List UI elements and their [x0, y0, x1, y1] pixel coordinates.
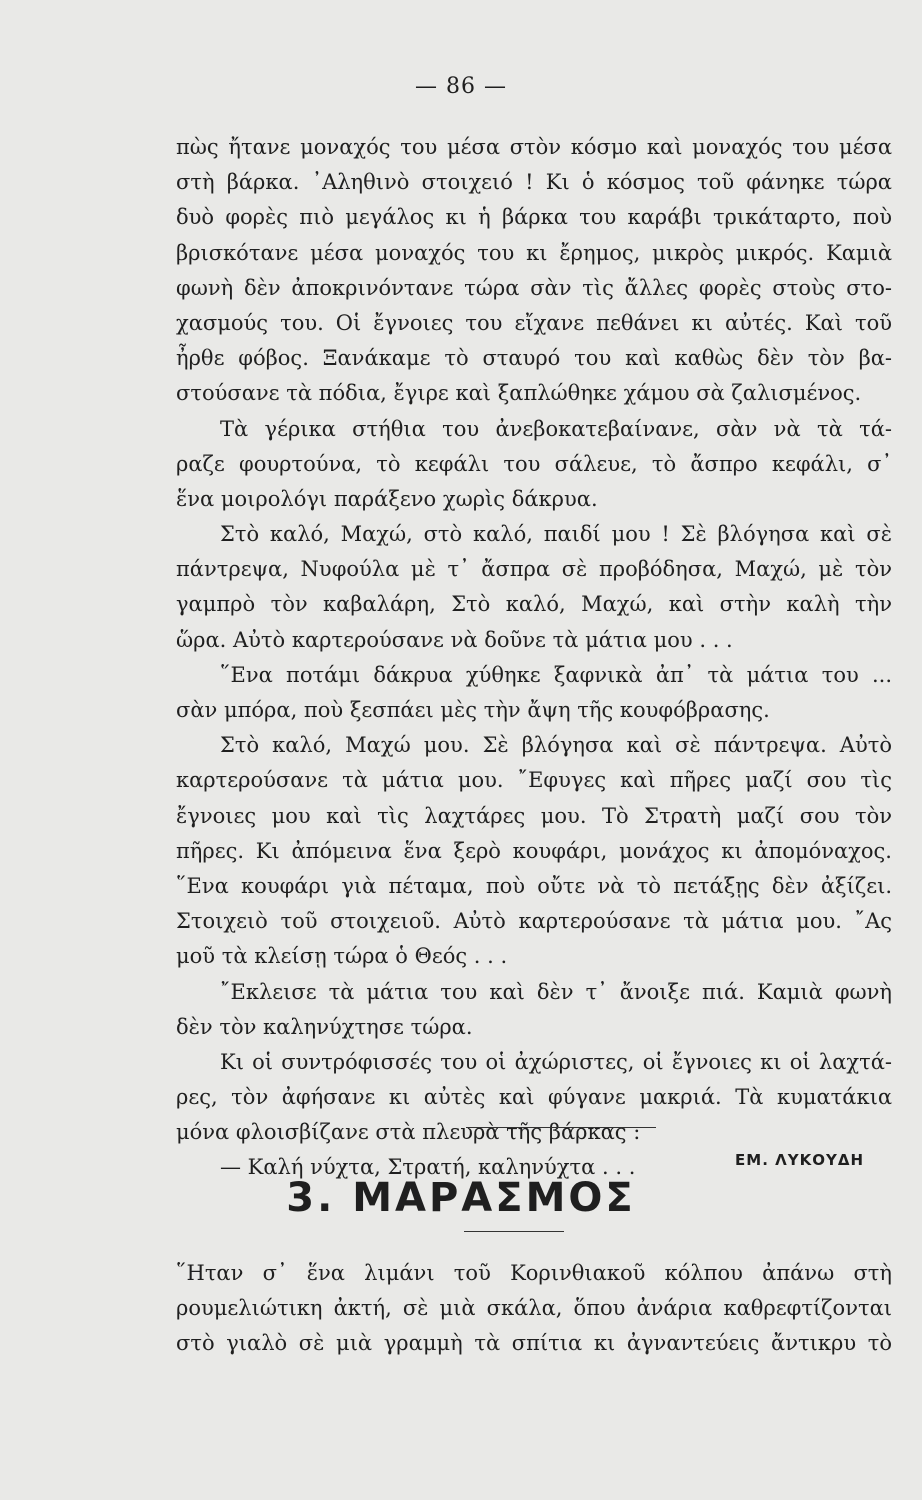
text-line: στὴ βάρκα. ᾿Αληθινὸ στοιχειό ! Κι ὁ κόσμος τοῦ φάνηκε τώρα — [176, 170, 892, 195]
section-separator — [466, 1127, 656, 1128]
text-line: ῞Ενα κουφάρι γιὰ πέταμα, ποὺ οὔτε νὰ τὸ πετάξῃς δὲν ἀξίζει. — [176, 873, 892, 898]
text-line: δυὸ φορὲς πιὸ μεγάλος κι ἡ βάρκα του καράβι τρικάταρτο, ποὺ — [176, 205, 892, 230]
text-line: βρισκότανε μέσα μοναχός του κι ἔρημος, μικρὸς μικρός. Καμιὰ — [176, 240, 892, 265]
text-line: ὥρα. Αὐτὸ καρτερούσανε νὰ δοῦνε τὰ μάτια μου . . . — [176, 627, 733, 652]
text-line: χασμούς του. Οἱ ἔγνοιες του εἴχανε πεθάνει κι αὐτές. Καὶ τοῦ — [176, 310, 892, 335]
text-line: — Καλή νύχτα, Στρατή, καληνύχτα . . . — [220, 1155, 636, 1180]
section-text — [176, 1256, 892, 1362]
text-line: ρες, τὸν ἀφήσανε κι αὐτὲς καὶ φύγανε μακριά. Τὰ κυματάκια — [176, 1085, 892, 1110]
text-line: καρτερούσανε τὰ μάτια μου. ῎Εφυγες καὶ πῆρες μαζί σου τὶς — [176, 768, 892, 793]
text-line: γαμπρὸ τὸν καβαλάρη, Στὸ καλό, Μαχώ, καὶ στὴν καλὴ τὴν — [176, 592, 892, 617]
text-line: Κι οἱ συντρόφισσές του οἱ ἀχώριστες, οἱ ἔγνοιες κι οἱ λαχτά- — [220, 1049, 892, 1074]
text-line: μόνα φλοισβίζανε στὰ πλευρὰ τῆς βάρκας : — [176, 1120, 641, 1145]
text-line: ἕνα μοιρολόγι παράξενο χωρὶς δάκρυα. — [176, 486, 598, 511]
text-line: πὼς ἤτανε μοναχός του μέσα στὸν κόσμο καὶ μοναχός του μέσα — [176, 135, 892, 159]
text-line: στὸ γιαλὸ σὲ μιὰ γραμμὴ τὰ σπίτια κι ἀγναντεύεις ἄντικρυ τὸ — [176, 1331, 892, 1356]
section-title: 3. ΜΑΡΑΣΜΟΣ — [286, 1175, 636, 1221]
text-line: ρουμελιώτικη ἀκτή, σὲ μιὰ σκάλα, ὅπου ἀνάρια καθρεφτίζονται — [176, 1296, 892, 1321]
text-line: μοῦ τὰ κλείσῃ τώρα ὁ Θεός . . . — [176, 944, 508, 969]
title-underline — [464, 1231, 564, 1232]
story-text — [176, 130, 892, 1186]
text-line: ἦρθε φόβος. Ξανάκαμε τὸ σταυρό του καὶ καθὼς δὲν τὸν βα- — [176, 346, 892, 371]
text-line: Στὸ καλό, Μαχώ μου. Σὲ βλόγησα καὶ σὲ πάντρεψα. Αὐτὸ — [220, 733, 892, 758]
author-signature: ΕΜ. ΛΥΚΟΥΔΗ — [735, 1151, 864, 1169]
text-line: ραζε φουρτούνα, τὸ κεφάλι του σάλευε, τὸ ἄσπρο κεφάλι, σ᾿ — [176, 451, 892, 476]
text-line: ῞Ηταν σ᾿ ἕνα λιμάνι τοῦ Κορινθιακοῦ κόλπου ἀπάνω στὴ — [176, 1261, 892, 1285]
text-line: στούσανε τὰ πόδια, ἔγιρε καὶ ξαπλώθηκε χάμου σὰ ζαλισμένος. — [176, 381, 862, 406]
text-line: πάντρεψα, Νυφούλα μὲ τ᾿ ἄσπρα σὲ προβόδησα, Μαχώ, μὲ τὸν — [176, 557, 892, 582]
text-line: Τὰ γέρικα στήθια του ἀνεβοκατεβαίνανε, σὰν νὰ τὰ τά- — [220, 416, 892, 441]
page-number: — 86 — — [415, 74, 507, 99]
text-line: Στοιχειὸ τοῦ στοιχειοῦ. Αὐτὸ καρτερούσανε τὰ μάτια μου. ῎Ας — [176, 909, 892, 934]
text-line: ἔγνοιες μου καὶ τὶς λαχτάρες μου. Τὸ Στρατὴ μαζί σου τὸν — [176, 803, 892, 828]
text-line: σὰν μπόρα, ποὺ ξεσπάει μὲς τὴν ἄψη τῆς κουφόβρασης. — [176, 698, 770, 722]
text-line: ῞Ενα ποτάμι δάκρυα χύθηκε ξαφνικὰ ἀπ᾿ τὰ μάτια του ... — [220, 662, 892, 687]
text-line: Στὸ καλό, Μαχώ, στὸ καλό, παιδί μου ! Σὲ βλόγησα καὶ σὲ — [220, 522, 892, 547]
text-line: ῎Εκλεισε τὰ μάτια του καὶ δὲν τ᾿ ἄνοιξε πιά. Καμιὰ φωνὴ — [220, 979, 892, 1004]
text-line: πῆρες. Κι ἀπόμεινα ἕνα ξερὸ κουφάρι, μονάχος κι ἀπομόναχος. — [176, 838, 892, 863]
text-line: δὲν τὸν καληνύχτησε τώρα. — [176, 1014, 473, 1039]
text-line: φωνὴ δὲν ἀποκρινόντανε τώρα σὰν τὶς ἄλλες φορὲς στοὺς στο- — [176, 275, 892, 300]
